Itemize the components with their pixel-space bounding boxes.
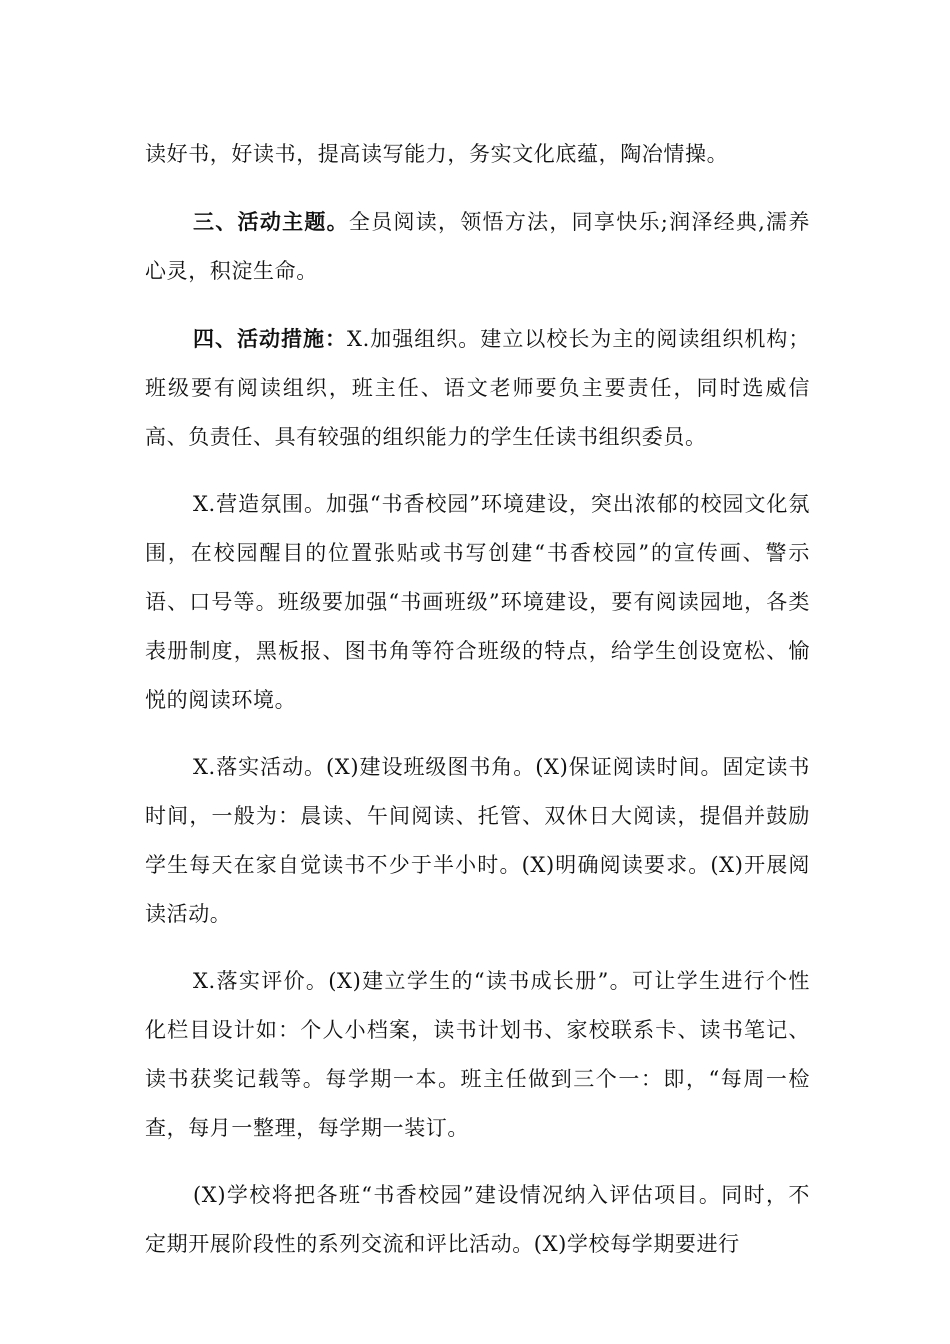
paragraph-atmosphere	[145, 480, 810, 725]
paragraph-school-assessment	[145, 1171, 810, 1269]
section-heading: 四、活动措施：	[193, 326, 348, 351]
paragraph-continuation	[145, 130, 810, 179]
paragraph-text: 读好书，好读书，提高读写能力，务实文化底蕴，陶冶情操。	[145, 142, 729, 166]
paragraph-text: 全员阅读，领悟方法，同享快乐;润泽经典,濡养心灵，积淀生命。	[145, 210, 811, 283]
paragraph-text: X.加强组织。建立以校长为主的阅读组织机构；班级要有阅读组织，班主任、语文老师要负主要责任，同时选威信高、负责任、具有较强的组织能力的学生任读书组织委员。	[145, 327, 810, 449]
section-heading: 三、活动主题。	[193, 209, 349, 234]
paragraph-evaluation	[145, 957, 810, 1153]
paragraph-text: X.落实活动。(X)建设班级图书角。(X)保证阅读时间。固定读书时间，一般为：晨读、午间阅读、托管、双休日大阅读，提倡并鼓励学生每天在家自觉读书不少于半小时。(X)明确阅读要求。(X)开展阅读活动。	[145, 755, 810, 926]
paragraph-text: X.营造氛围。加强“书香校园”环境建设，突出浓郁的校园文化氛围，在校园醒目的位置张贴或书写创建“书香校园”的宣传画、警示语、口号等。班级要加强“书画班级”环境建设，要有阅读园地，各类表册制度，黑板报、图书角等符合班级的特点，给学生创设宽松、愉悦的阅读环境。	[145, 492, 810, 712]
paragraph-activities	[145, 743, 810, 939]
paragraph-text: X.落实评价。(X)建立学生的“读书成长册”。可让学生进行个性化栏目设计如：个人小档案，读书计划书、家校联系卡、读书笔记、读书获奖记载等。每学期一本。班主任做到三个一：即，“每周一检查，每月一整理，每学期一装订。	[145, 969, 810, 1140]
paragraph-activity-measures	[145, 314, 810, 462]
paragraph-text: (X)学校将把各班“书香校园”建设情况纳入评估项目。同时，不定期开展阶段性的系列交流和评比活动。(X)学校每学期要进行	[145, 1183, 810, 1256]
document-body	[145, 130, 810, 1287]
paragraph-activity-theme	[145, 197, 810, 296]
